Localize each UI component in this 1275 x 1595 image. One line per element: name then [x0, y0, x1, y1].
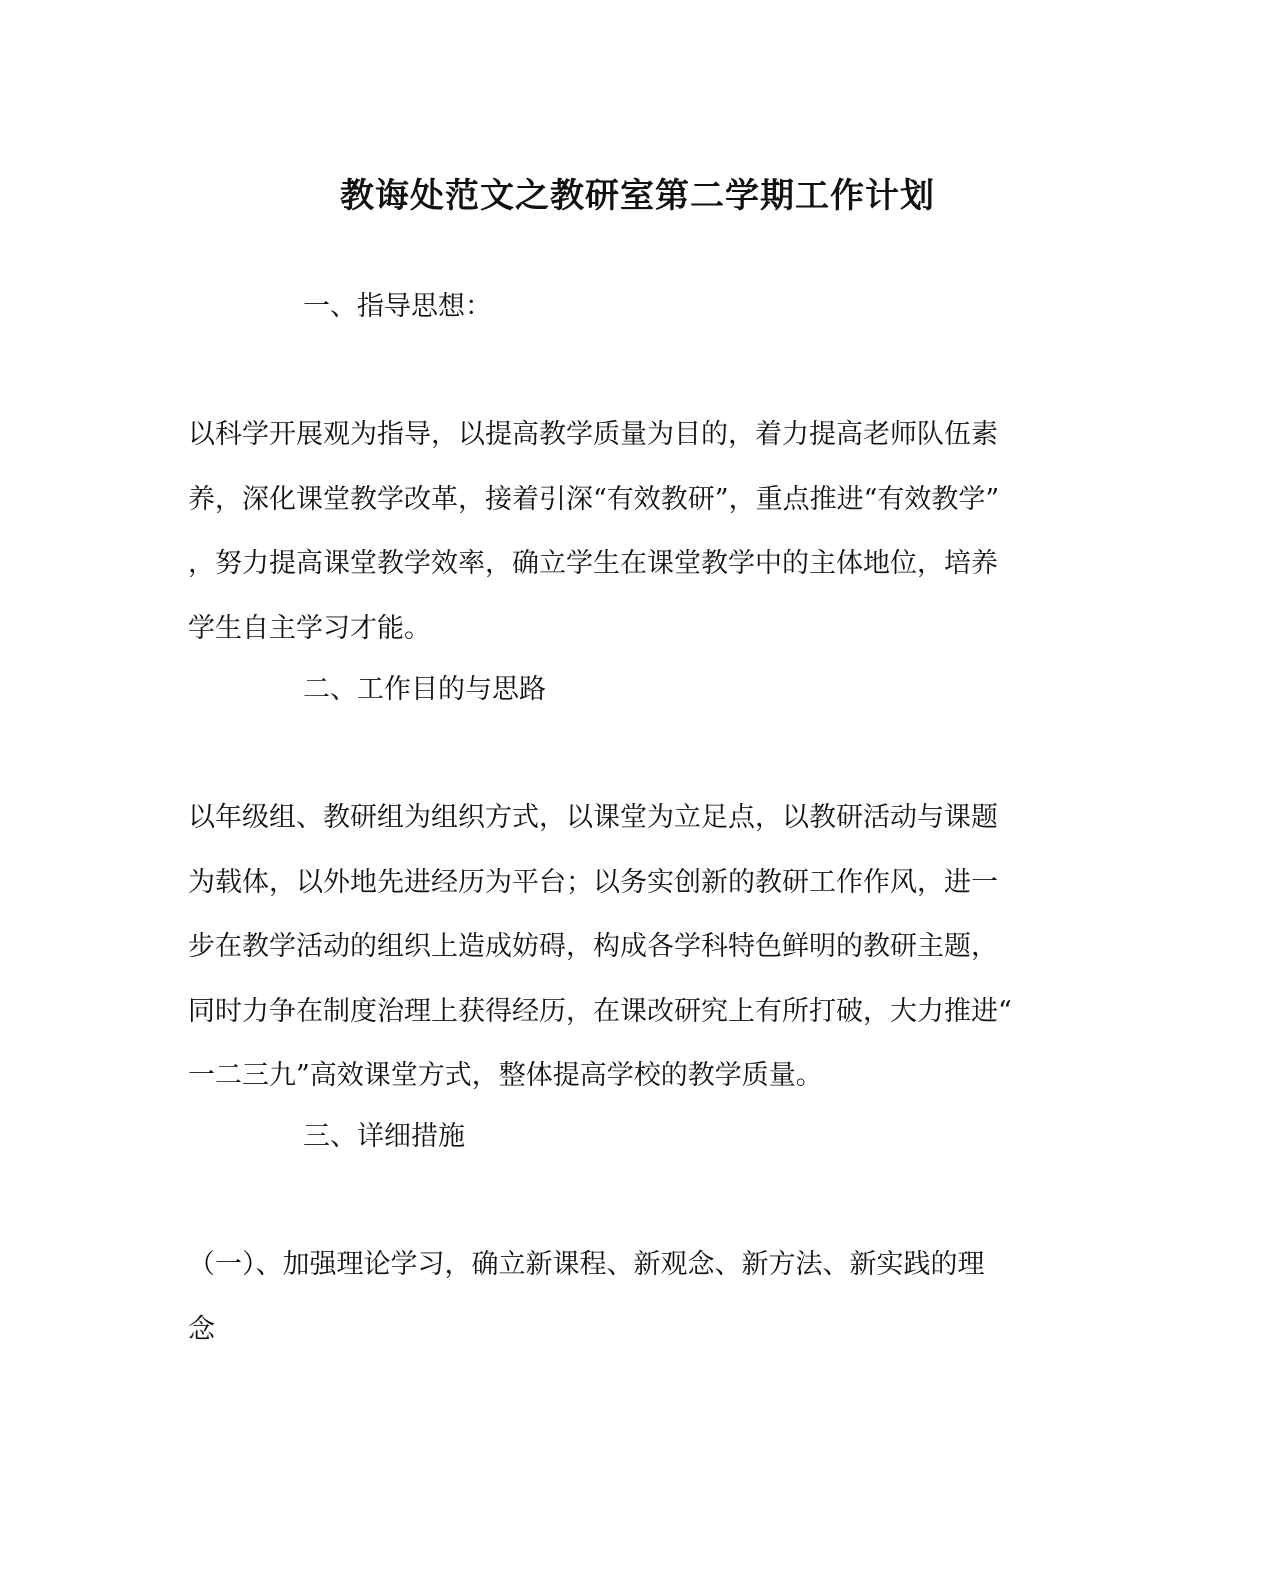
section-paragraph-work-goals — [188, 798, 1068, 1121]
section-heading-work-goals: 二、工作目的与思路 — [303, 674, 546, 705]
paragraph-line: 步在教学活动的组织上造成妨碍，构成各学科特色鲜明的教研主题， — [188, 931, 998, 962]
paragraph-line: 同时力争在制度治理上获得经历，在课改研究上有所打破，大力推进“ — [188, 995, 1012, 1027]
paragraph-line: （一）、加强理论学习，确立新课程、新观念、新方法、新实践的理 — [188, 1249, 985, 1280]
section-paragraph-detailed-measures — [188, 1245, 1068, 1374]
section-paragraph-guiding-ideology — [188, 415, 1068, 673]
paragraph-line: ，努力提高课堂教学效率，确立学生在课堂教学中的主体地位，培养 — [188, 548, 998, 579]
paragraph-line: 学生自主学习才能。 — [188, 612, 431, 644]
document-title: 教诲处范文之教研室第二学期工作计划 — [340, 176, 935, 216]
section-heading-guiding-ideology: 一、指导思想： — [303, 291, 492, 322]
paragraph-line: 一二三九”高效课堂方式，整体提高学校的教学质量。 — [188, 1060, 823, 1091]
paragraph-line: 养，深化课堂教学改革，接着引深“有效教研”，重点推进“有效教学” — [188, 483, 1000, 515]
paragraph-line: 为载体，以外地先进经历为平台；以务实创新的教研工作作风，进一 — [188, 866, 998, 898]
paragraph-line: 以年级组、教研组为组织方式，以课堂为立足点，以教研活动与课题 — [188, 802, 998, 833]
paragraph-line: 念 — [188, 1313, 215, 1345]
paragraph-line: 以科学开展观为指导，以提高教学质量为目的，着力提高老师队伍素 — [188, 419, 998, 450]
section-heading-detailed-measures: 三、详细措施 — [303, 1121, 465, 1152]
